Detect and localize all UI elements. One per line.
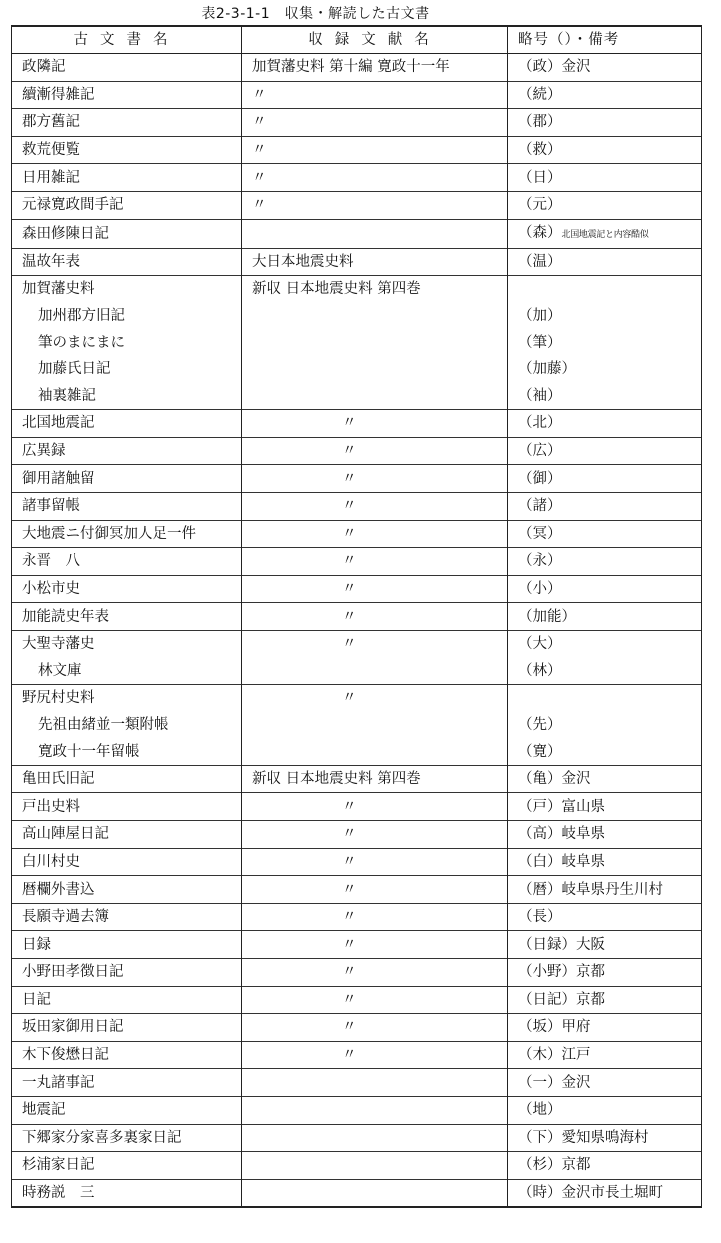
document-name-cell: 加能読史年表 xyxy=(12,603,242,631)
abbreviation-text: （木）江戸 xyxy=(518,1047,591,1064)
abbreviation-cell xyxy=(508,575,702,603)
table-row xyxy=(12,1041,702,1069)
document-name-cell: 袖裏雑記 xyxy=(12,383,242,410)
abbreviation-cell xyxy=(508,630,702,657)
source-cell: 加賀藩史料 第十編 寛政十一年 xyxy=(242,54,508,82)
table-row xyxy=(12,1069,702,1097)
abbreviation-cell xyxy=(508,821,702,849)
header-source: 収録文献名 xyxy=(242,26,508,54)
abbreviation-text: （高）岐阜県 xyxy=(518,826,605,843)
document-name-cell: 永晋 八 xyxy=(12,548,242,576)
abbreviation-text: （先） xyxy=(518,716,562,733)
abbreviation-text: （加藤） xyxy=(518,361,576,378)
table-row xyxy=(12,54,702,82)
document-name-cell: 長願寺過去簿 xyxy=(12,903,242,931)
abbreviation-cell xyxy=(508,931,702,959)
abbreviation-text: （戸）富山県 xyxy=(518,798,605,815)
table-row xyxy=(12,465,702,493)
abbreviation-cell xyxy=(508,54,702,82)
document-name-cell: 政隣記 xyxy=(12,54,242,82)
table-row xyxy=(12,248,702,276)
abbreviation-text: （袖） xyxy=(518,387,562,404)
document-name-cell: 北国地震記 xyxy=(12,410,242,438)
document-name-cell: 小松市史 xyxy=(12,575,242,603)
abbreviation-cell xyxy=(508,410,702,438)
abbreviation-cell xyxy=(508,437,702,465)
table-row xyxy=(12,410,702,438)
table-row xyxy=(12,329,702,356)
source-cell: 〃 xyxy=(242,959,508,987)
abbreviation-cell xyxy=(508,520,702,548)
source-cell: 大日本地震史料 xyxy=(242,248,508,276)
source-cell: 〃 xyxy=(242,931,508,959)
document-name-cell: 先祖由緒並一類附帳 xyxy=(12,712,242,739)
abbreviation-cell xyxy=(508,356,702,383)
table-row xyxy=(12,848,702,876)
abbreviation-text: （暦）岐阜県丹生川村 xyxy=(518,881,663,898)
abbreviation-cell xyxy=(508,219,702,248)
table-row xyxy=(12,630,702,657)
source-cell xyxy=(242,329,508,356)
abbreviation-cell xyxy=(508,81,702,109)
document-name-cell: 郡方舊記 xyxy=(12,109,242,137)
source-cell xyxy=(242,1096,508,1124)
source-cell xyxy=(242,303,508,330)
document-name-cell: 諸事留帳 xyxy=(12,492,242,520)
abbreviation-text: （林） xyxy=(518,662,562,679)
abbreviation-cell xyxy=(508,765,702,793)
table-row xyxy=(12,685,702,712)
abbreviation-text: （下）愛知県鳴海村 xyxy=(518,1129,649,1146)
source-cell xyxy=(242,657,508,684)
table-row xyxy=(12,356,702,383)
source-cell: 〃 xyxy=(242,1041,508,1069)
abbreviation-cell xyxy=(508,793,702,821)
source-cell xyxy=(242,712,508,739)
abbreviation-cell xyxy=(508,248,702,276)
note-text: 北国地震記と内容酷似 xyxy=(561,229,649,240)
abbreviation-cell xyxy=(508,383,702,410)
table-row xyxy=(12,931,702,959)
source-cell: 新収 日本地震史料 第四巻 xyxy=(242,765,508,793)
caption-text: 表2-3-1-1 収集・解読した古文書 xyxy=(201,6,430,22)
document-name-cell: 加州郡方旧記 xyxy=(12,303,242,330)
document-name-cell: 時務説 三 xyxy=(12,1179,242,1207)
document-name-cell: 加賀藩史料 xyxy=(12,276,242,303)
source-cell xyxy=(242,738,508,765)
document-name-cell: 亀田氏旧記 xyxy=(12,765,242,793)
table-row xyxy=(12,1152,702,1180)
table-row xyxy=(12,548,702,576)
abbreviation-text: （続） xyxy=(518,86,562,103)
table-row xyxy=(12,191,702,219)
source-cell xyxy=(242,1124,508,1152)
abbreviation-text: （救） xyxy=(518,142,562,159)
abbreviation-cell xyxy=(508,1152,702,1180)
document-name-cell: 下郷家分家喜多裏家日記 xyxy=(12,1124,242,1152)
abbreviation-text: （郡） xyxy=(518,114,562,131)
abbreviation-text: （小） xyxy=(518,580,562,597)
document-name-cell: 寛政十一年留帳 xyxy=(12,738,242,765)
source-cell: 〃 xyxy=(242,437,508,465)
table-row xyxy=(12,276,702,303)
abbreviation-text: （杉）京都 xyxy=(518,1157,591,1174)
abbreviation-text: （小野）京都 xyxy=(518,964,605,981)
source-cell xyxy=(242,383,508,410)
document-name-cell: 大地震ニ付御冥加人足一件 xyxy=(12,520,242,548)
table-row xyxy=(12,793,702,821)
document-name-cell: 日記 xyxy=(12,986,242,1014)
abbreviation-text: （日録）大阪 xyxy=(518,936,605,953)
source-cell: 〃 xyxy=(242,793,508,821)
document-name-cell: 日用雑記 xyxy=(12,164,242,192)
table-row xyxy=(12,959,702,987)
abbreviation-text: （寛） xyxy=(518,743,562,760)
abbreviation-text: （元） xyxy=(518,197,562,214)
source-cell: 〃 xyxy=(242,575,508,603)
abbreviation-text: （大） xyxy=(518,636,562,653)
source-cell xyxy=(242,356,508,383)
header-abbr: 略号（）・備考 xyxy=(508,26,702,54)
document-name-cell: 高山陣屋日記 xyxy=(12,821,242,849)
document-name-cell: 森田修陳日記 xyxy=(12,219,242,248)
table-row xyxy=(12,81,702,109)
abbreviation-text: （白）岐阜県 xyxy=(518,853,605,870)
abbreviation-text: （日記）京都 xyxy=(518,991,605,1008)
abbreviation-text: （長） xyxy=(518,909,562,926)
table-body xyxy=(12,54,702,1208)
source-cell: 〃 xyxy=(242,81,508,109)
document-name-cell: 小野田孝徴日記 xyxy=(12,959,242,987)
abbreviation-text: （森） xyxy=(518,224,562,241)
abbreviation-text: （諸） xyxy=(518,498,562,515)
abbreviation-cell xyxy=(508,548,702,576)
document-name-cell: 筆のまにまに xyxy=(12,329,242,356)
source-cell xyxy=(242,219,508,248)
abbreviation-cell xyxy=(508,191,702,219)
abbreviation-cell xyxy=(508,876,702,904)
header-row xyxy=(12,26,702,54)
abbreviation-cell xyxy=(508,903,702,931)
source-cell: 〃 xyxy=(242,848,508,876)
abbreviation-text: （加） xyxy=(518,308,562,325)
abbreviation-text: （冥） xyxy=(518,525,562,542)
source-cell: 〃 xyxy=(242,603,508,631)
table-row xyxy=(12,575,702,603)
source-cell: 〃 xyxy=(242,821,508,849)
source-cell: 〃 xyxy=(242,630,508,657)
abbreviation-cell xyxy=(508,986,702,1014)
document-name-cell: 大聖寺藩史 xyxy=(12,630,242,657)
source-cell: 〃 xyxy=(242,548,508,576)
abbreviation-cell xyxy=(508,329,702,356)
abbreviation-text: （御） xyxy=(518,470,562,487)
abbreviation-cell xyxy=(508,738,702,765)
document-name-cell: 白川村史 xyxy=(12,848,242,876)
document-name-cell: 一丸諸事記 xyxy=(12,1069,242,1097)
document-name-cell: 地震記 xyxy=(12,1096,242,1124)
table-row xyxy=(12,164,702,192)
document-name-cell: 救荒便覧 xyxy=(12,136,242,164)
source-cell: 〃 xyxy=(242,903,508,931)
source-cell xyxy=(242,1069,508,1097)
source-cell xyxy=(242,1179,508,1207)
source-cell: 新収 日本地震史料 第四巻 xyxy=(242,276,508,303)
table-row xyxy=(12,986,702,1014)
table-row xyxy=(12,1014,702,1042)
abbreviation-cell xyxy=(508,136,702,164)
document-name-cell: 暦欄外書込 xyxy=(12,876,242,904)
abbreviation-cell xyxy=(508,657,702,684)
document-name-cell: 杉浦家日記 xyxy=(12,1152,242,1180)
abbreviation-cell xyxy=(508,164,702,192)
table-row xyxy=(12,437,702,465)
source-cell: 〃 xyxy=(242,109,508,137)
table-row xyxy=(12,1124,702,1152)
source-cell: 〃 xyxy=(242,136,508,164)
abbreviation-cell xyxy=(508,1069,702,1097)
document-name-cell: 戸出史料 xyxy=(12,793,242,821)
table-row xyxy=(12,383,702,410)
abbreviation-cell xyxy=(508,1096,702,1124)
abbreviation-text: （加能） xyxy=(518,608,576,625)
abbreviation-text: （坂）甲府 xyxy=(518,1019,591,1036)
abbreviation-text: （地） xyxy=(518,1102,562,1119)
abbreviation-cell xyxy=(508,276,702,303)
abbreviation-text: （亀）金沢 xyxy=(518,771,591,788)
source-cell: 〃 xyxy=(242,465,508,493)
table-row xyxy=(12,876,702,904)
abbreviation-cell xyxy=(508,109,702,137)
abbreviation-cell xyxy=(508,303,702,330)
source-cell: 〃 xyxy=(242,492,508,520)
table-row xyxy=(12,492,702,520)
abbreviation-cell xyxy=(508,1041,702,1069)
table-row xyxy=(12,303,702,330)
source-cell: 〃 xyxy=(242,876,508,904)
abbreviation-text: （政）金沢 xyxy=(518,59,591,76)
abbreviation-text: （日） xyxy=(518,169,562,186)
abbreviation-text: （筆） xyxy=(518,334,562,351)
abbreviation-cell xyxy=(508,959,702,987)
source-cell: 〃 xyxy=(242,986,508,1014)
abbreviation-cell xyxy=(508,848,702,876)
abbreviation-text: （広） xyxy=(518,443,562,460)
abbreviation-text: （温） xyxy=(518,253,562,270)
documents-table xyxy=(11,25,702,1208)
abbreviation-cell xyxy=(508,1124,702,1152)
document-name-cell: 温故年表 xyxy=(12,248,242,276)
table-row xyxy=(12,1096,702,1124)
table-row xyxy=(12,520,702,548)
abbreviation-cell xyxy=(508,465,702,493)
table-row xyxy=(12,136,702,164)
document-name-cell: 野尻村史料 xyxy=(12,685,242,712)
table-row xyxy=(12,603,702,631)
table-row xyxy=(12,1179,702,1207)
source-cell: 〃 xyxy=(242,1014,508,1042)
abbreviation-cell xyxy=(508,712,702,739)
abbreviation-text: （永） xyxy=(518,553,562,570)
source-cell: 〃 xyxy=(242,191,508,219)
document-name-cell: 木下俊懋日記 xyxy=(12,1041,242,1069)
table-row xyxy=(12,821,702,849)
source-cell: 〃 xyxy=(242,410,508,438)
abbreviation-cell xyxy=(508,1014,702,1042)
document-name-cell: 広異録 xyxy=(12,437,242,465)
document-name-cell: 坂田家御用日記 xyxy=(12,1014,242,1042)
table-row xyxy=(12,219,702,248)
abbreviation-text: （一）金沢 xyxy=(518,1074,591,1091)
document-name-cell: 御用諸触留 xyxy=(12,465,242,493)
header-name: 古文書名 xyxy=(12,26,242,54)
table-row xyxy=(12,903,702,931)
document-name-cell: 續漸得雑記 xyxy=(12,81,242,109)
abbreviation-cell xyxy=(508,492,702,520)
abbreviation-text: （時）金沢市長土堀町 xyxy=(518,1185,663,1202)
table-row xyxy=(12,109,702,137)
source-cell xyxy=(242,1152,508,1180)
table-row xyxy=(12,712,702,739)
abbreviation-cell xyxy=(508,603,702,631)
abbreviation-text: （北） xyxy=(518,415,562,432)
source-cell: 〃 xyxy=(242,164,508,192)
document-name-cell: 加藤氏日記 xyxy=(12,356,242,383)
document-name-cell: 林文庫 xyxy=(12,657,242,684)
abbreviation-cell xyxy=(508,1179,702,1207)
source-cell: 〃 xyxy=(242,520,508,548)
document-name-cell: 元禄寛政間手記 xyxy=(12,191,242,219)
document-name-cell: 日録 xyxy=(12,931,242,959)
table-caption xyxy=(0,3,721,23)
table-row xyxy=(12,738,702,765)
table-row xyxy=(12,657,702,684)
table-row xyxy=(12,765,702,793)
abbreviation-cell xyxy=(508,685,702,712)
source-cell: 〃 xyxy=(242,685,508,712)
